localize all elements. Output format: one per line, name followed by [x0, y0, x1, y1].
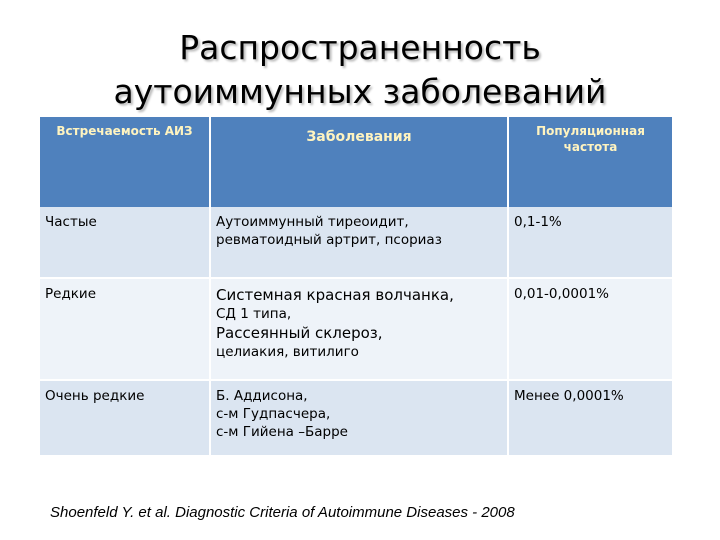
disease-line: с-м Гийена –Барре	[216, 424, 348, 440]
slide-title-line-1: Распространенность	[179, 28, 541, 67]
disease-line: Аутоиммунный тиреоидит,	[216, 214, 409, 230]
header-diseases: Заболевания	[210, 117, 508, 207]
table-row	[40, 207, 672, 278]
disease-line: с-м Гудпасчера,	[216, 406, 331, 422]
slide-title-line-2: аутоиммунных заболеваний	[113, 72, 607, 111]
cell-frequency-class: Редкие	[40, 278, 210, 380]
cell-diseases	[210, 380, 508, 456]
prevalence-table	[40, 117, 672, 457]
cell-population-frequency: 0,1-1%	[508, 207, 672, 278]
cell-diseases	[210, 278, 508, 380]
cell-frequency-class: Очень редкие	[40, 380, 210, 456]
table-row	[40, 278, 672, 380]
header-population-frequency: Популяционная частота	[508, 117, 672, 207]
header-frequency-class: Встречаемость АИЗ	[40, 117, 210, 207]
table-row	[40, 380, 672, 456]
disease-line: Рассеянный склероз,	[216, 324, 383, 342]
disease-line: СД 1 типа,	[216, 306, 292, 322]
disease-line: целиакия, витилиго	[216, 344, 359, 360]
cell-population-frequency: Менее 0,0001%	[508, 380, 672, 456]
cell-population-frequency: 0,01-0,0001%	[508, 278, 672, 380]
disease-line: Системная красная волчанка,	[216, 286, 454, 304]
table-header-row	[40, 117, 672, 207]
cell-diseases	[210, 207, 508, 278]
disease-line: Б. Аддисона,	[216, 388, 308, 404]
citation-footer: Shoenfeld Y. et al. Diagnostic Criteria of Autoimmune Diseases - 2008	[50, 504, 515, 521]
slide-title	[0, 26, 720, 114]
disease-line: ревматоидный артрит, псориаз	[216, 232, 442, 248]
cell-frequency-class: Частые	[40, 207, 210, 278]
